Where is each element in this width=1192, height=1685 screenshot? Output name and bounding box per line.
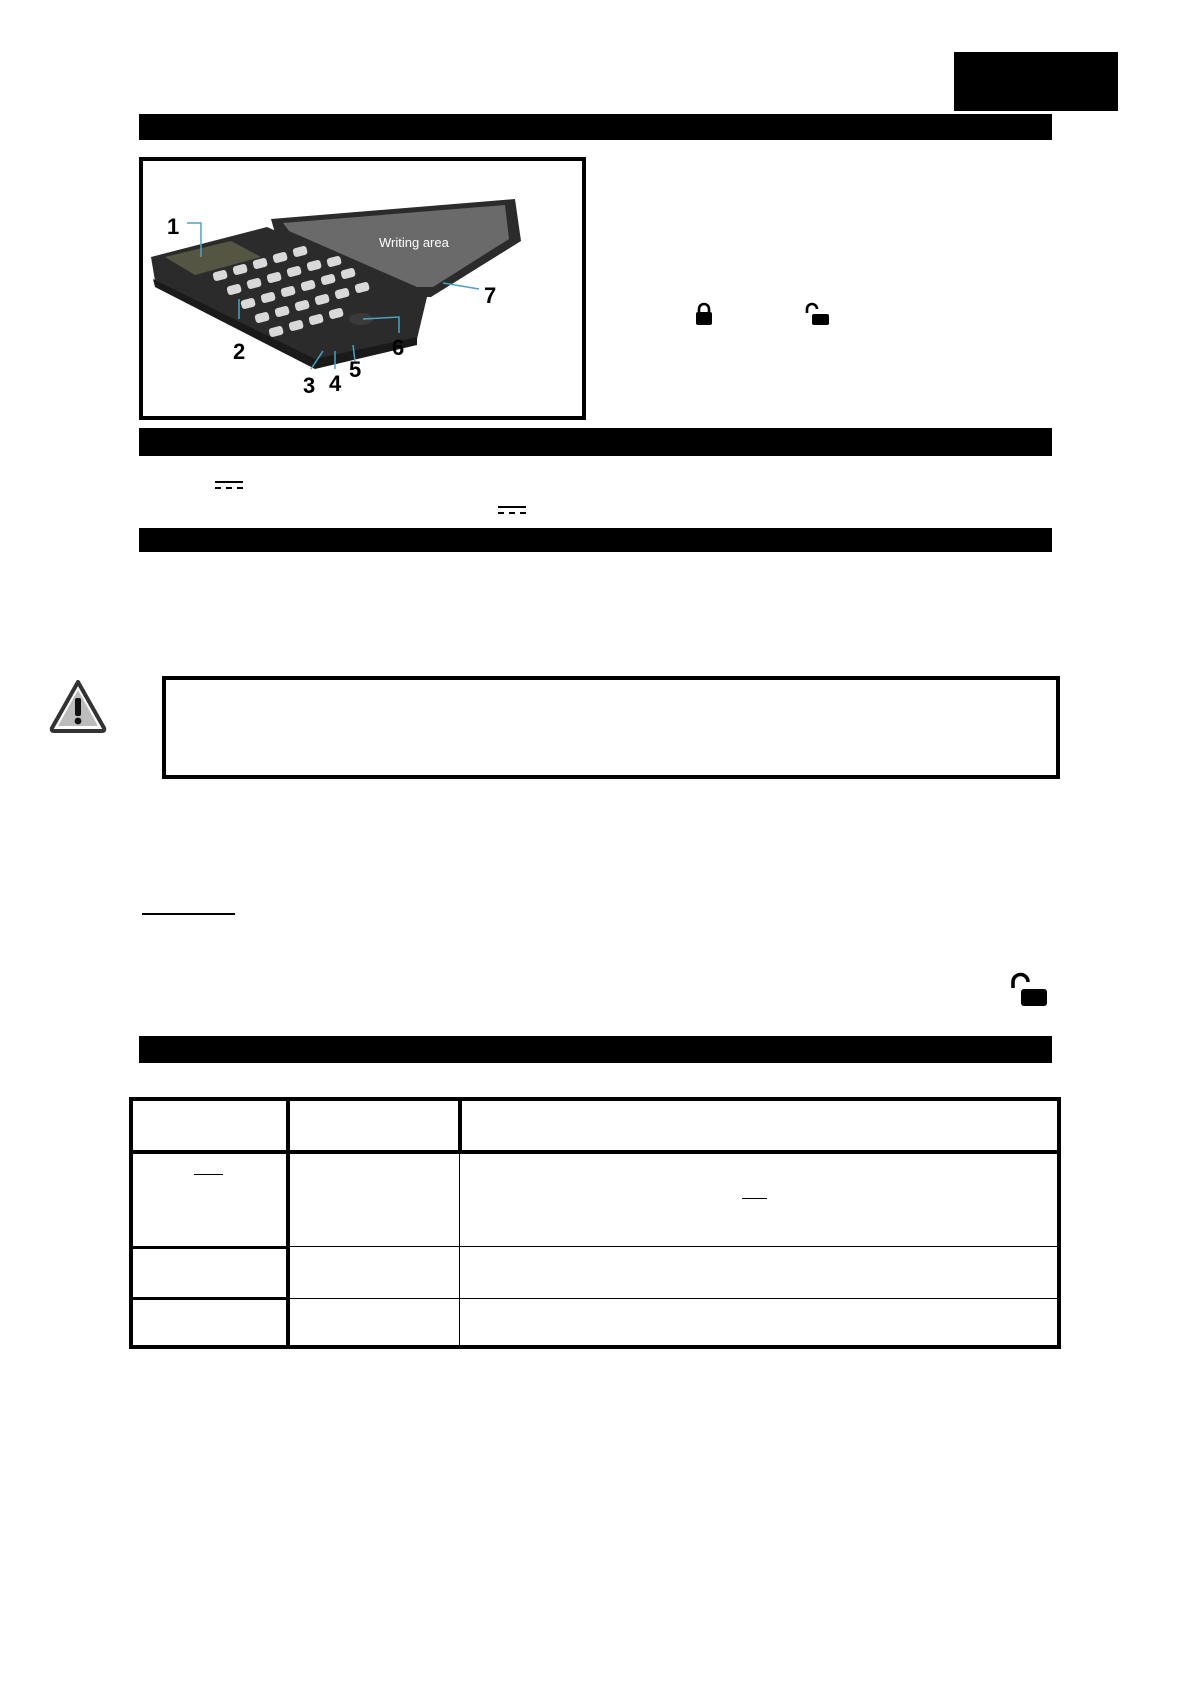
callout-6: 6: [392, 335, 405, 360]
table-column-divider-2: [458, 1097, 462, 1153]
unlock-icon: [804, 302, 832, 326]
table-column-divider-2b: [459, 1153, 460, 1349]
underlined-heading-rule: [142, 913, 235, 915]
table-row-divider-1b: [290, 1246, 1061, 1247]
page-tab-marker: [954, 52, 1118, 111]
spec-table-border: [129, 1097, 1061, 1349]
unlock-icon: [1008, 972, 1050, 1008]
table-row-divider-2a: [129, 1297, 290, 1300]
cell-overline-mark-2: [742, 1198, 767, 1199]
callout-7: 7: [484, 283, 497, 308]
section-header-bar-1: [139, 114, 1052, 140]
callout-3: 3: [303, 373, 316, 398]
spec-table: [129, 1097, 1061, 1349]
section-header-bar-4: [139, 1036, 1052, 1063]
table-row-divider-2b: [290, 1298, 1061, 1299]
writing-area-label: Writing area: [379, 235, 449, 250]
callout-2: 2: [233, 339, 246, 364]
section-header-bar-3: [139, 528, 1052, 552]
product-figure: [139, 157, 586, 420]
callout-1: 1: [167, 214, 180, 239]
cell-overline-mark-1: [194, 1174, 223, 1175]
dc-current-symbol-icon: [498, 506, 526, 515]
table-row-divider-1a: [129, 1246, 290, 1249]
callout-5: 5: [349, 357, 362, 382]
table-column-divider-1: [286, 1097, 290, 1349]
table-header-divider: [129, 1150, 1061, 1154]
section-header-bar-2: [139, 428, 1052, 456]
product-illustration: [143, 161, 582, 416]
warning-box: [162, 676, 1060, 779]
callout-4: 4: [329, 371, 342, 396]
dc-current-symbol-icon: [215, 481, 243, 490]
lock-icon: [694, 302, 714, 326]
warning-triangle-icon: [48, 678, 108, 734]
